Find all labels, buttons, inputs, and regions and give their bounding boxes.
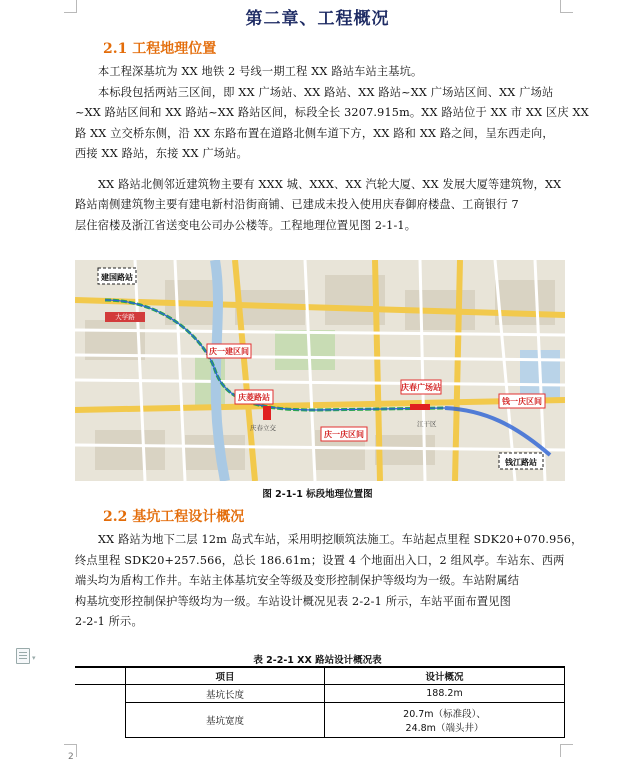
table-cell-value: [325, 703, 565, 738]
table-cell-value: 188.2m: [325, 685, 565, 703]
chapter-title: 第二章、工程概况: [245, 9, 390, 29]
table-cell-value-line: 20.7m（标准段）、: [403, 709, 486, 720]
map-label-station-plaza: 庆春广场站: [401, 383, 441, 392]
paragraph-line: 西接 XX 路站，东接 XX 广场站。: [75, 147, 248, 160]
paragraph-line: 2-2-1 所示。: [75, 615, 143, 628]
paragraph-line: XX 路站北侧邻近建筑物主要有 XXX 城、XXX、XX 汽轮大厦、XX 发展大厦等建筑物，XX: [98, 177, 562, 191]
section-2-1-body: [75, 62, 589, 236]
map-label-road-a: 大学路: [115, 313, 135, 321]
paragraph-line: 终点里程 SDK20+257.566，总长 186.61m；设置 4 个地面出入口，2 组风亭。车站东、西两: [75, 553, 565, 567]
table-row: [75, 685, 565, 703]
table-header: 设计概况: [325, 667, 565, 685]
table-cell-value-line: 24.8m（端头井）: [405, 723, 484, 734]
map-label-station-mid: 庆菱路站: [238, 393, 270, 402]
map-label-west-station: 建国路站: [101, 273, 133, 282]
table-cell-item: 基坑长度: [126, 685, 325, 703]
figure-caption: 图 2-1-1 标段地理位置图: [262, 489, 373, 500]
paragraph-line: 端头均为盾构工作井。车站主体基坑安全等级及变形控制保护等级均为一级。车站附属结: [75, 574, 520, 587]
section-2-2-body: [75, 530, 583, 633]
table-caption: 表 2-2-1 XX 路站设计概况表: [253, 655, 382, 666]
paragraph-line: 本标段包括两站三区间，即 XX 广场站、XX 路站、XX 路站~XX 广场站区间、XX 广场站: [98, 85, 554, 99]
table-row: [75, 703, 565, 738]
paragraph-line: 层住宿楼及浙江省送变电公司办公楼等。工程地理位置见图 2-1-1。: [75, 218, 417, 232]
paragraph-line: 路站南侧建筑物主要有建电新村沿街商铺、已建成未投入使用庆春御府楼盘、工商银行 7: [75, 198, 519, 211]
paragraph-line: 构基坑变形控制保护等级均为一级。车站设计概况见表 2-2-1 所示，车站平面布置见图: [75, 594, 511, 608]
design-overview-table: [75, 666, 565, 738]
paragraph-line: 本工程深基坑为 XX 地铁 2 号线一期工程 XX 路站车站主基坑。: [98, 65, 423, 78]
paragraph-line: 路 XX 立交桥东侧，沿 XX 东路布置在道路北侧车道下方，XX 路和 XX 路之间，呈东西走向，: [75, 126, 554, 140]
section-heading-2-2: 2.2 基坑工程设计概况: [103, 509, 245, 525]
table-header: 项目: [126, 667, 325, 685]
map-graphic: [75, 260, 565, 481]
section-heading-2-1: 2.1 工程地理位置: [103, 41, 217, 57]
chevron-down-icon[interactable]: ▾: [32, 654, 36, 662]
map-label-section-c: 钱一庆区间: [502, 397, 542, 406]
map-label-road-b: 庆春立交: [250, 424, 276, 432]
crop-mark-bottom-right: [560, 744, 573, 757]
map-label-road-c: 江干区: [417, 420, 437, 428]
page-number: 2: [68, 752, 74, 762]
paragraph-line: ~XX 路站区间和 XX 路站~XX 路站区间，标段全长 3207.915m。XX 路站位于 XX 市 XX 区庆 XX: [75, 106, 589, 119]
paragraph-line: XX 路站为地下二层 12m 岛式车站，采用明挖顺筑法施工。车站起点里程 SDK20+070.956，: [98, 533, 583, 546]
location-map: [75, 260, 565, 481]
map-label-section-b: 庆一庆区间: [324, 430, 364, 439]
map-label-section-a: 庆一建区间: [209, 347, 249, 356]
table-cell-item: 基坑宽度: [126, 703, 325, 738]
map-label-east-station: 钱江路站: [505, 458, 537, 467]
